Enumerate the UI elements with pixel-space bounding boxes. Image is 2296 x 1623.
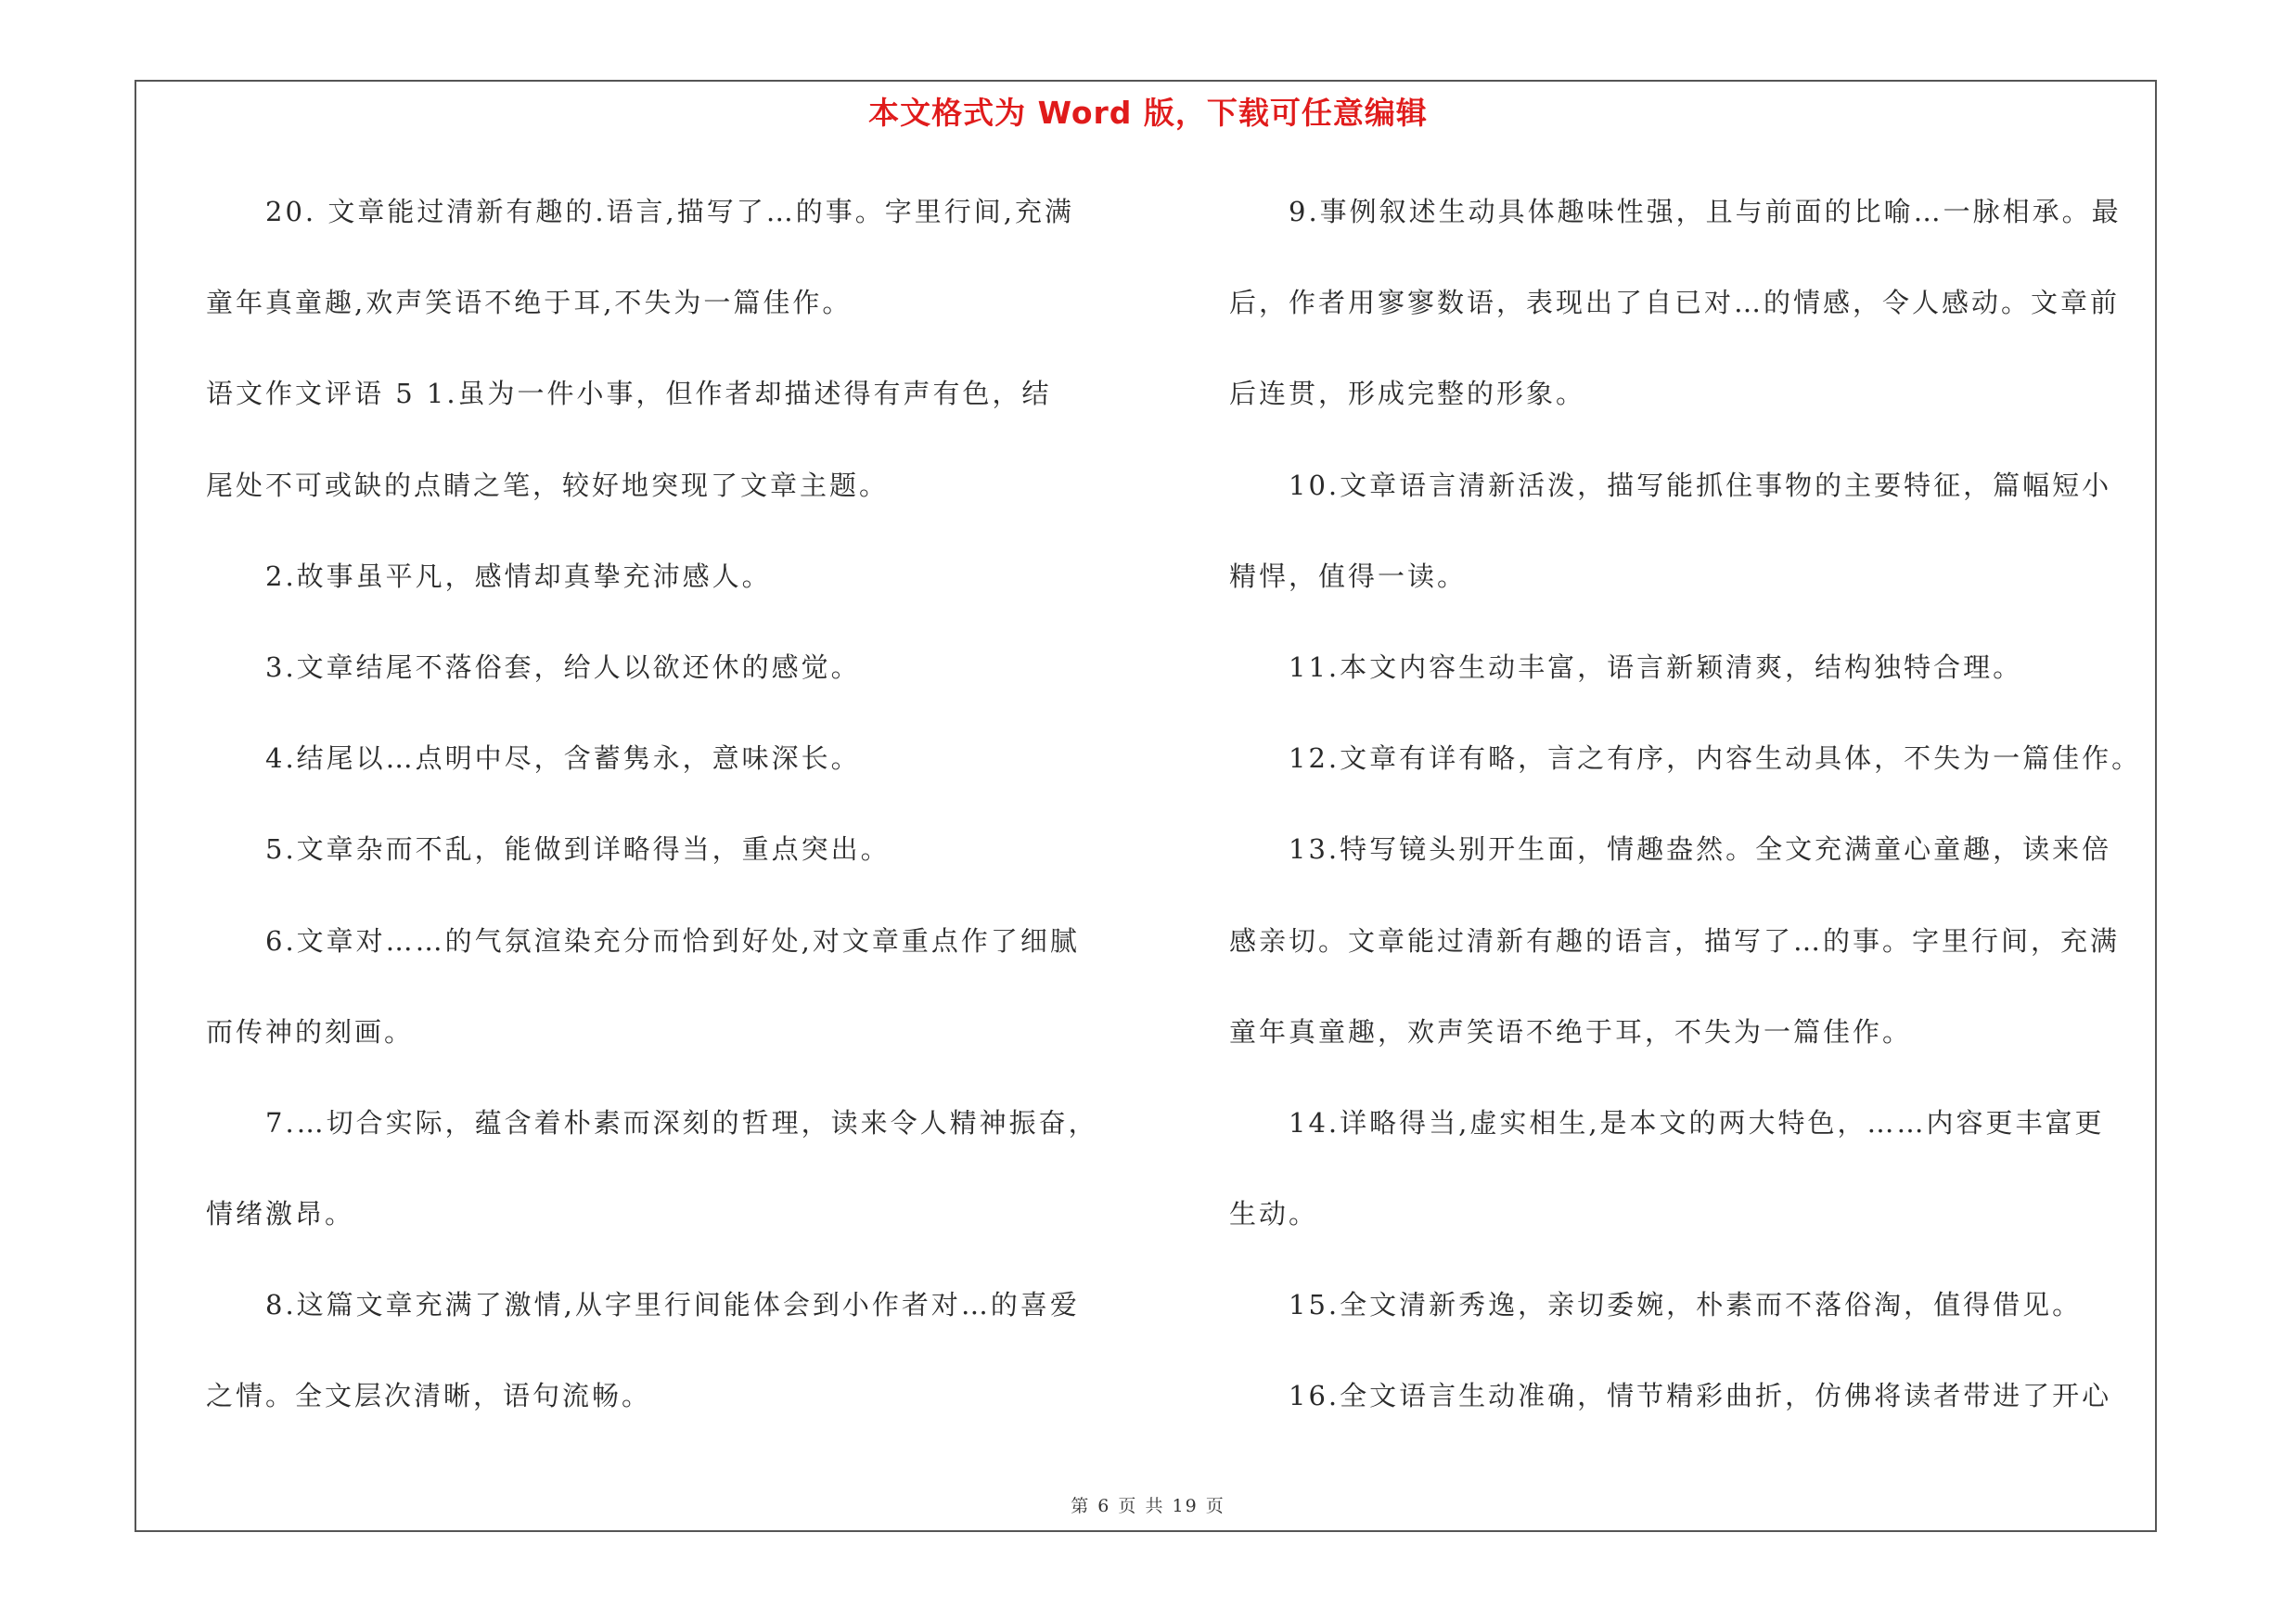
paragraph-line: 5.文章杂而不乱，能做到详略得当，重点突出。 <box>265 833 891 866</box>
paragraph-line: 11.本文内容生动丰富，语言新颖清爽，结构独特合理。 <box>1289 650 2023 683</box>
paragraph-line: 生动。 <box>1229 1198 1319 1230</box>
paragraph-line: 14.详略得当,虚实相生,是本文的两大特色，……内容更丰富更 <box>1289 1106 2105 1139</box>
page-number: 第 6 页 共 19 页 <box>1071 1496 1225 1516</box>
paragraph-line: 后连贯，形成完整的形象。 <box>1229 378 1586 410</box>
section-heading-line: 语文作文评语 5 1.虽为一件小事，但作者却描述得有声有色，结 <box>206 378 1052 410</box>
paragraph-line: 20. 文章能过清新有趣的.语言,描写了…的事。字里行间,充满 <box>265 196 1074 227</box>
right-column <box>1229 182 2166 1458</box>
paragraph-line: 3.文章结尾不落俗套，给人以欲还休的感觉。 <box>265 650 861 683</box>
header-banner: 本文格式为 Word 版，下载可任意编辑 <box>868 95 1428 131</box>
paragraph-line: 12.文章有详有略，言之有序，内容生动具体，不失为一篇佳作。 <box>1289 742 2142 775</box>
paragraph-line: 4.结尾以…点明中尽，含蓄隽永，意味深长。 <box>265 742 861 775</box>
paragraph-line: 童年真童趣，欢声笑语不绝于耳，不失为一篇佳作。 <box>1229 1015 1913 1048</box>
paragraph-line: 15.全文清新秀逸，亲切委婉，朴素而不落俗淘，值得借见。 <box>1289 1289 2083 1321</box>
paragraph-line: 2.故事虽平凡，感情却真挚充沛感人。 <box>265 560 772 592</box>
paragraph-line: 情绪激昂。 <box>206 1198 355 1230</box>
paragraph-line: 10.文章语言清新活泼，描写能抓住事物的主要特征，篇幅短小 <box>1289 469 2112 501</box>
left-column <box>206 182 1143 1458</box>
paragraph-line: 8.这篇文章充满了激情,从字里行间能体会到小作者对…的喜爱 <box>265 1289 1080 1321</box>
paragraph-line: 16.全文语言生动准确，情节精彩曲折，仿佛将读者带进了开心 <box>1289 1380 2112 1412</box>
paragraph-line: 7.…切合实际，蕴含着朴素而深刻的哲理，读来令人精神振奋， <box>265 1106 1098 1139</box>
paragraph-line: 童年真童趣,欢声笑语不绝于耳,不失为一篇佳作。 <box>206 287 853 319</box>
paragraph-line: 尾处不可或缺的点睛之笔，较好地突现了文章主题。 <box>206 469 890 501</box>
paragraph-line: 13.特写镜头别开生面，情趣盎然。全文充满童心童趣，读来倍 <box>1289 833 2112 866</box>
paragraph-line: 而传神的刻画。 <box>206 1015 415 1048</box>
paragraph-line: 后，作者用寥寥数语，表现出了自已对…的情感，令人感动。文章前 <box>1229 287 2121 319</box>
paragraph-line: 之情。全文层次清晰，语句流畅。 <box>206 1380 652 1412</box>
paragraph-line: 9.事例叙述生动具体趣味性强，且与前面的比喻…一脉相承。最 <box>1289 196 2122 227</box>
paragraph-line: 感亲切。文章能过清新有趣的语言，描写了…的事。字里行间，充满 <box>1229 924 2121 957</box>
paragraph-line: 精悍，值得一读。 <box>1229 560 1468 592</box>
paragraph-line: 6.文章对……的气氛渲染充分而恰到好处,对文章重点作了细腻 <box>265 924 1080 957</box>
